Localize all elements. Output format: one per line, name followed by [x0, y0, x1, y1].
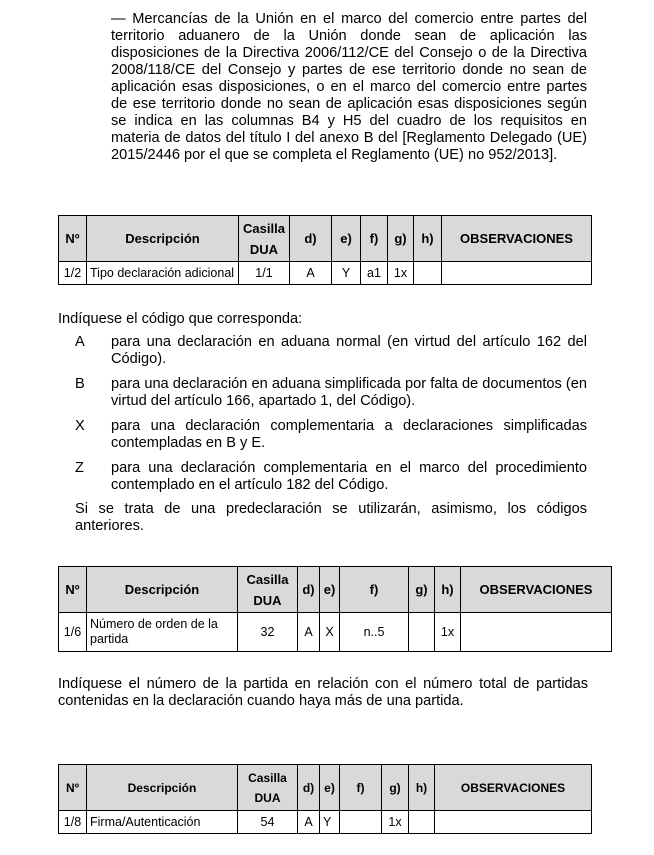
header-observaciones: OBSERVACIONES [461, 567, 612, 613]
predeclaration-paragraph: Si se trata de una predeclaración se utilizarán, asimismo, los códigos anteriores. [75, 501, 587, 534]
header-casilla-line1: Casilla [246, 571, 289, 587]
header-h: h) [414, 216, 442, 262]
header-d: d) [290, 216, 332, 262]
code-text: para una declaración en aduana simplificada por falta de documentos (en virtud del artículo 166, apartado 1, del Código). [111, 376, 587, 409]
code-letter: X [75, 418, 85, 434]
instruction-paragraph-1: Indíquese el código que corresponda: [58, 311, 303, 327]
code-text: para una declaración complementaria en el marco del procedimiento contemplado en el artículo 182 del Código. [111, 460, 587, 493]
header-e: e) [332, 216, 361, 262]
header-descripcion: Descripción [87, 567, 238, 613]
cell-n: 1/2 [59, 262, 87, 285]
header-descripcion: Descripción [87, 216, 239, 262]
header-e: e) [320, 765, 340, 811]
cell-d: A [290, 262, 332, 285]
header-f: f) [340, 765, 382, 811]
header-casilla [239, 216, 290, 262]
header-casilla [238, 567, 298, 613]
data-table-1 [58, 215, 592, 285]
cell-descripcion: Firma/Autenticación [87, 811, 238, 834]
header-e: e) [320, 567, 340, 613]
code-letter: B [75, 376, 85, 392]
cell-casilla: 1/1 [239, 262, 290, 285]
header-observaciones: OBSERVACIONES [442, 216, 592, 262]
cell-casilla: 32 [238, 613, 298, 652]
code-text: para una declaración en aduana normal (en virtud del artículo 162 del Código). [111, 334, 587, 367]
cell-n: 1/8 [59, 811, 87, 834]
header-casilla-line1: Casilla [248, 770, 287, 785]
code-letter: A [75, 334, 85, 350]
cell-e: Y [320, 811, 340, 834]
cell-g: 1x [382, 811, 409, 834]
cell-g [409, 613, 435, 652]
header-h: h) [409, 765, 435, 811]
cell-descripcion: Tipo declaración adicional [87, 262, 239, 285]
header-casilla-line1: Casilla [243, 220, 285, 236]
header-n: Nº [59, 216, 87, 262]
header-g: g) [409, 567, 435, 613]
header-h: h) [435, 567, 461, 613]
cell-n: 1/6 [59, 613, 87, 652]
header-n: Nº [59, 567, 87, 613]
intro-paragraph: — Mercancías de la Unión en el marco del comercio entre partes del territorio aduanero de la Unión donde sean de aplicación las disposiciones de la Directiva 2006/112/CE del Consejo o de la Directiva 2008/118/CE del Consejo y partes de ese territorio donde no sean de aplicación esas disposiciones, o en el marco del comercio entre partes de ese territorio donde no sean de aplicación esas disposiciones según se indica en las columnas B4 y H5 del cuadro de los requisitos en materia de datos del título I del anexo B del [Reglamento Delegado (UE) 2015/2446 por el que se completa el Reglamento (UE) no 952/2013]. [111, 11, 587, 163]
table-header-row [59, 567, 612, 613]
cell-e: Y [332, 262, 361, 285]
header-casilla-line2: DUA [249, 241, 279, 257]
table-header-row [59, 216, 592, 262]
cell-e: X [320, 613, 340, 652]
cell-h [414, 262, 442, 285]
instruction-paragraph-2: Indíquese el número de la partida en relación con el número total de partidas contenidas en la declaración cuando haya más de una partida. [58, 676, 588, 709]
cell-observaciones [442, 262, 592, 285]
cell-f: a1 [361, 262, 388, 285]
cell-d: A [298, 613, 320, 652]
header-f: f) [340, 567, 409, 613]
header-casilla [238, 765, 298, 811]
header-g: g) [382, 765, 409, 811]
cell-f [340, 811, 382, 834]
header-g: g) [388, 216, 414, 262]
table-row [59, 613, 612, 652]
data-table-2 [58, 566, 612, 652]
cell-casilla: 54 [238, 811, 298, 834]
header-casilla-line2: DUA [254, 790, 281, 805]
code-letter: Z [75, 460, 84, 476]
code-text: para una declaración complementaria a declaraciones simplificadas contempladas en B y E. [111, 418, 587, 451]
table-header-row [59, 765, 592, 811]
cell-observaciones [461, 613, 612, 652]
cell-descripcion: Número de orden de la partida [87, 613, 238, 652]
table-row [59, 262, 592, 285]
data-table-3 [58, 764, 592, 834]
header-n: Nº [59, 765, 87, 811]
header-observaciones: OBSERVACIONES [435, 765, 592, 811]
header-f: f) [361, 216, 388, 262]
header-casilla-line2: DUA [253, 592, 282, 608]
header-descripcion: Descripción [87, 765, 238, 811]
cell-observaciones [435, 811, 592, 834]
header-d: d) [298, 765, 320, 811]
cell-h: 1x [435, 613, 461, 652]
table-row [59, 811, 592, 834]
header-d: d) [298, 567, 320, 613]
cell-f: n..5 [340, 613, 409, 652]
cell-d: A [298, 811, 320, 834]
cell-g: 1x [388, 262, 414, 285]
cell-h [409, 811, 435, 834]
